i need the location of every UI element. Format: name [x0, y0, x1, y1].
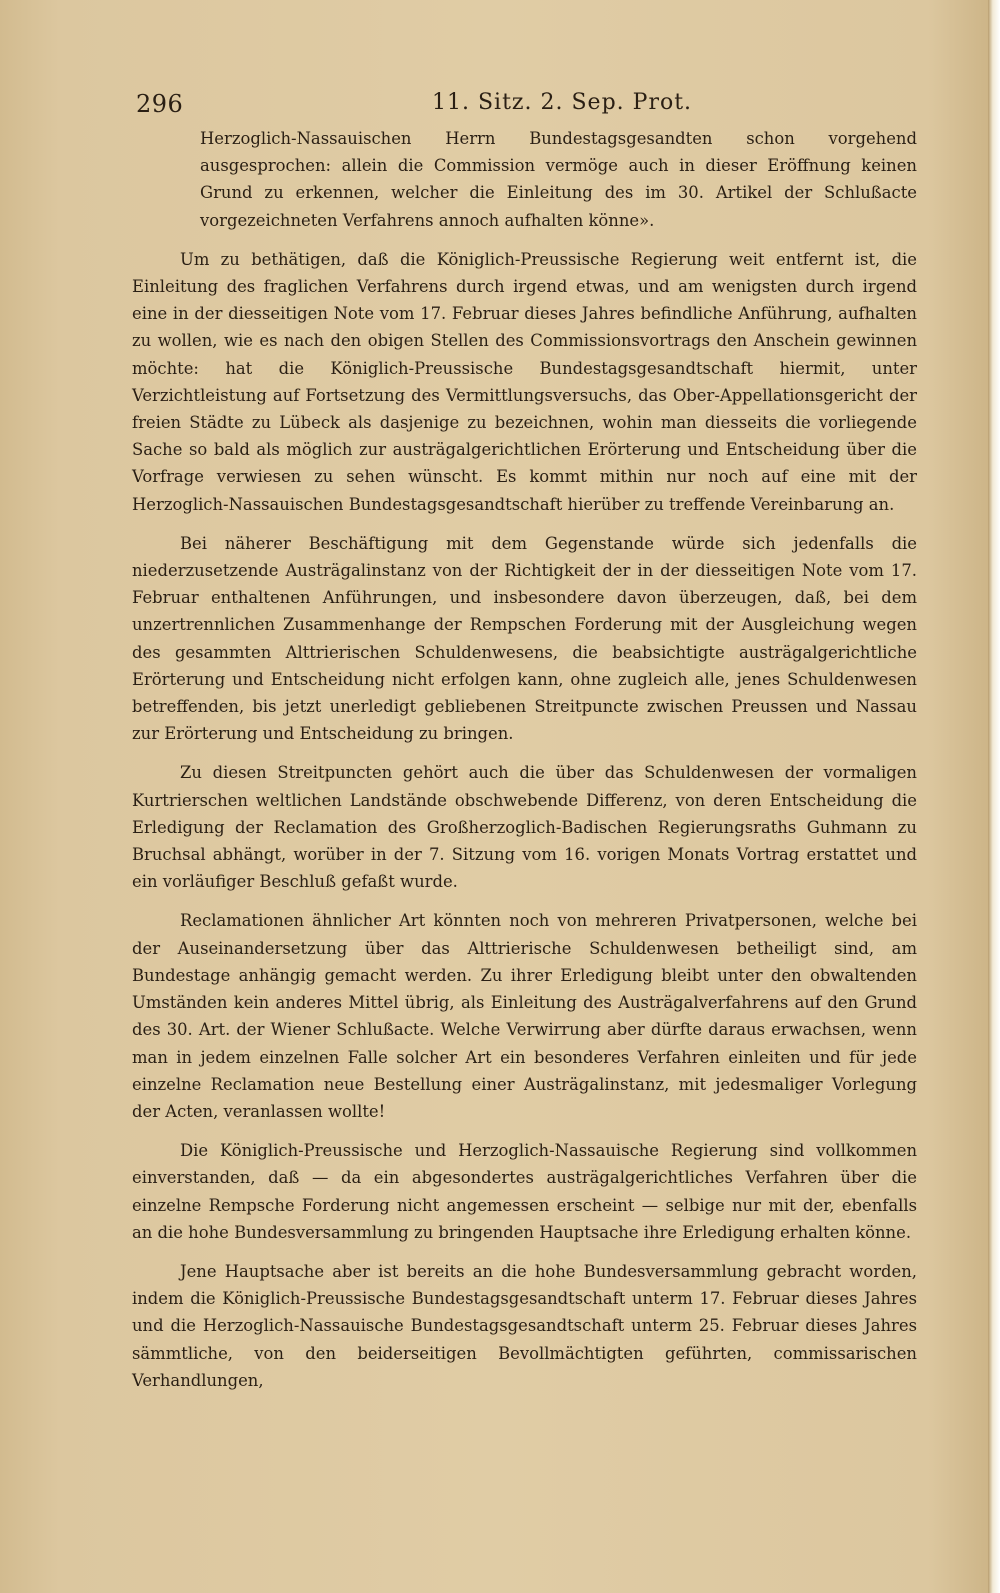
paragraph: Die Königlich-Preussische und Herzoglich-Nassauische Regierung sind vollkommen einverstanden, daß — da ein abgesondertes austrägalgerichtliches Verfahren über die einzelne Rempsche Forderung nicht angemessen erscheint — selbige nur mit der, ebenfalls an die hohe Bundesversammlung zu bringenden Hauptsache ihre Erledigung erhalten könne. — [132, 1141, 917, 1242]
paragraph: Bei näherer Beschäftigung mit dem Gegenstande würde sich jedenfalls die niederzusetzende Austrägalinstanz von der Richtigkeit der in der diesseitigen Note vom 17. Februar enthaltenen Anführungen, und insbesondere davon überzeugen, daß, bei dem unzertrennlichen Zusammenhange der Rempschen Forderung mit der Ausgleichung wegen des gesammten Alttrierischen Schuldenwesens, die beabsichtigte austrägalgerichtliche Erörterung und Entscheidung nicht erfolgen kann, ohne zugleich alle, jenes Schuldenwesen betreffenden, bis jetzt unerledigt gebliebenen Streitpuncte zwischen Preussen und Nassau zur Erörterung und Entscheidung zu bringen. — [132, 533, 917, 744]
running-head: 11. Sitz. 2. Sep. Prot. — [432, 90, 693, 115]
paragraph: Zu diesen Streitpuncten gehört auch die über das Schuldenwesen der vormaligen Kurtrierschen weltlichen Landstände obschwebende Differenz, von deren Entscheidung die Erledigung der Reclamation des Großherzoglich-Badischen Regierungsraths Guhmann zu Bruchsal abhängt, worüber in der 7. Sitzung vom 16. vorigen Monats Vortrag erstattet und ein vorläufiger Beschluß gefaßt wurde. — [132, 763, 917, 892]
body-text — [132, 125, 917, 1406]
page-header — [136, 90, 916, 120]
page-number: 296 — [136, 90, 184, 118]
paragraph: Reclamationen ähnlicher Art könnten noch von mehreren Privatpersonen, welche bei der Auseinandersetzung über das Alttrierische Schuldenwesen betheiligt sind, am Bundestage anhängig gemacht werden. Zu ihrer Erledigung bleibt unter den obwaltenden Umständen kein anderes Mittel übrig, als Einleitung des Austrägalverfahrens auf den Grund des 30. Art. der Wiener Schlußacte. Welche Verwirrung aber dürfte daraus erwachsen, wenn man in jedem einzelnen Falle solcher Art ein besonderes Verfahren einleiten und für jede einzelne Reclamation neue Bestellung einer Austrägalinstanz, mit jedesmaliger Vorlegung der Acten, veranlassen wollte! — [132, 911, 917, 1121]
paragraph: Jene Hauptsache aber ist bereits an die hohe Bundesversammlung gebracht worden, indem die Königlich-Preussische Bundestagsgesandtschaft unterm 17. Februar dieses Jahres und die Herzoglich-Nassauische Bundestagsgesandtschaft unterm 25. Februar dieses Jahres sämmtliche, von den beiderseitigen Bevollmächtigten geführten, commissarischen Verhandlungen, — [132, 1261, 917, 1390]
paragraph: Um zu bethätigen, daß die Königlich-Preussische Regierung weit entfernt ist, die Einleitung des fraglichen Verfahrens durch irgend etwas, und am wenigsten durch irgend eine in der diesseitigen Note vom 17. Februar dieses Jahres befindliche Anführung, aufhalten zu wollen, wie es nach den obigen Stellen des Commissionsvortrags den Anschein gewinnen möchte: hat die Königlich-Preussische Bundestagsgesandtschaft hiermit, unter Verzichtleistung auf Fortsetzung des Vermittlungsversuchs, das Ober-Appellationsgericht der freien Städte zu Lübeck als dasjenige zu bezeichnen, wohin man diesseits die vorliegende Sache so bald als möglich zur austrägalgerichtlichen Erörterung und Entscheidung über die Vorfrage verwiesen zu sehen wünscht. Es kommt mithin nur noch auf eine mit der Herzoglich-Nassauischen Bundestagsgesandtschaft hierüber zu treffende Vereinbarung an. — [132, 249, 917, 514]
paragraph-continued: Herzoglich-Nassauischen Herrn Bundestagsgesandten schon vorgehend ausgesprochen: allein die Commission vermöge auch in dieser Eröffnung keinen Grund zu erkennen, welcher die Einleitung des im 30. Artikel der Schlußacte vorgezeichneten Verfahrens annoch aufhalten könne». — [200, 129, 917, 230]
page-edge — [988, 0, 1000, 1593]
